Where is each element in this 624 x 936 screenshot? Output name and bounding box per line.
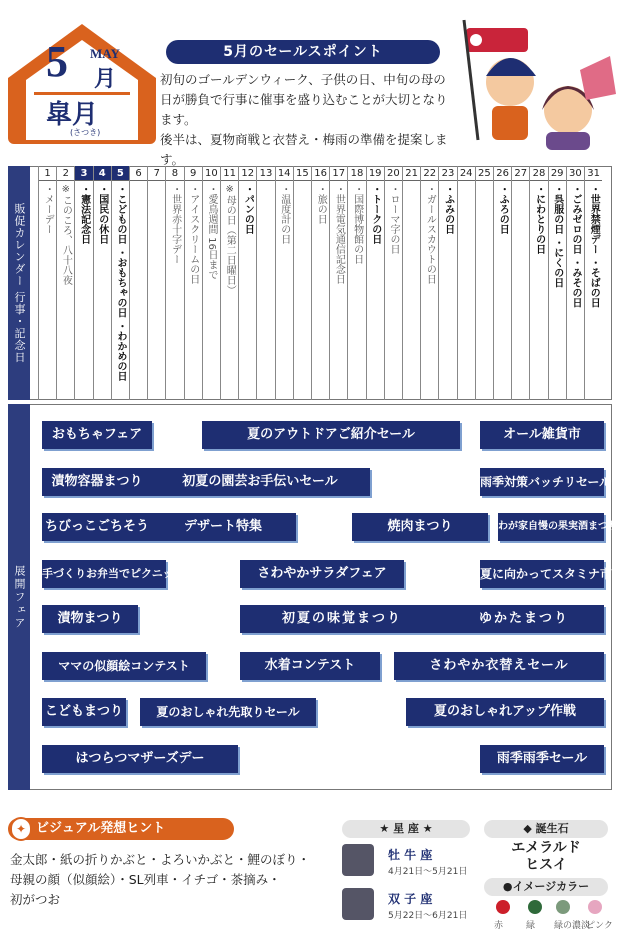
calendar-day-number: 20 [385, 166, 402, 181]
calendar-day-event: ・世界禁煙デー ・そばの日 [588, 184, 600, 308]
calendar-day-column [275, 166, 293, 400]
calendar-day-column [529, 166, 547, 400]
calendar-day-event: ・ふろの日 [497, 184, 509, 234]
calendar-day-number: 24 [458, 166, 475, 181]
calendar-day-number: 7 [148, 166, 165, 181]
calendar-day-column [238, 166, 256, 400]
fair-item: 手づくりお弁当でピクニック [42, 560, 166, 588]
calendar-day-number: 14 [276, 166, 293, 181]
calendar-day-event: ・こどもの日 ・おもちゃの日 ・わかめの日 [114, 184, 126, 381]
color-swatch [496, 900, 510, 914]
calendar-day-event: ・呉服の日 ・にくの日 [551, 184, 563, 288]
seiza-dates: 4月21日〜5月21日 [388, 867, 468, 877]
calendar-day-number: 26 [494, 166, 511, 181]
calendar-day-column [438, 166, 456, 400]
carnation-icon [580, 56, 616, 100]
fair-item: 夏のおしゃれアップ作戦 [406, 698, 604, 726]
image-color-heading: ●イメージカラー [484, 878, 608, 896]
calendar-day-number: 3 [75, 166, 92, 181]
month-badge [8, 24, 156, 144]
fair-item: ちびっこごちそう [42, 513, 152, 541]
calendar-day-event: ・愛鳥週間 16日まで [205, 184, 217, 280]
birthstone-heading: ◆ 誕生石 [484, 820, 608, 838]
fair-item: おもちゃフェア [42, 421, 152, 449]
calendar-day-event: ・世界赤十字デー [169, 184, 181, 264]
calendar-day-number: 13 [257, 166, 274, 181]
fair-item: わが家自慢の果実酒まつり [498, 513, 604, 541]
seiza-dates: 5月22日〜6月21日 [388, 911, 468, 921]
color-swatch-label: 緑の濃淡 [554, 921, 591, 931]
calendar-day-event: ・にわとりの日 [533, 184, 545, 254]
color-swatch [556, 900, 570, 914]
fair-item: 焼肉まつり [352, 513, 488, 541]
calendar-day-column [129, 166, 147, 400]
calendar-day-column [111, 166, 129, 400]
calendar-day-column [311, 166, 329, 400]
seiza-name: 双 子 座 [388, 892, 433, 906]
calendar-day-number: 21 [403, 166, 420, 181]
calendar-day-column [74, 166, 92, 400]
calendar-label: 販促カレンダー 行事・記念日 [8, 166, 30, 400]
calendar-day-number: 8 [166, 166, 183, 181]
calendar-day-event: ・パンの日 [242, 184, 254, 234]
badge-month-number: 5 [46, 37, 68, 86]
calendar-day-number: 18 [348, 166, 365, 181]
calendar-day-column [475, 166, 493, 400]
calendar-day-column [457, 166, 475, 400]
badge-satsuki: 皐月 [46, 100, 99, 130]
fair-item: オール雑貨市 [480, 421, 604, 449]
calendar-day-number: 11 [221, 166, 238, 181]
calendar-day-number: 16 [312, 166, 329, 181]
calendar-day-event: ・憲法記念日 [78, 184, 90, 244]
fair-item: 夏のおしゃれ先取りセール [140, 698, 316, 726]
calendar-day-column [93, 166, 111, 400]
boy-body-icon [492, 106, 528, 140]
fair-label: 展開フェア [8, 404, 30, 790]
calendar-day-number: 10 [203, 166, 220, 181]
calendar-day-column [493, 166, 511, 400]
calendar-day-event: ・ふみの日 [442, 184, 454, 234]
calendar-day-number: 25 [476, 166, 493, 181]
calendar-day-number: 12 [239, 166, 256, 181]
calendar-day-column [402, 166, 420, 400]
calendar-day-column [511, 166, 529, 400]
calendar-day-column [384, 166, 402, 400]
calendar-day-event: ・アイスクリームの日 [187, 184, 199, 284]
birthstone-name: ヒスイ [525, 857, 567, 873]
calendar-day-column [566, 166, 584, 400]
visual-hint-title: ビジュアル発想ヒント [8, 818, 234, 840]
color-swatch [588, 900, 602, 914]
fair-item: 雨季対策バッチリセール [480, 468, 604, 496]
calendar-day-column [584, 166, 602, 400]
calendar-day-number: 31 [585, 166, 602, 181]
fair-item: はつらつマザーズデー [42, 745, 238, 773]
calendar-day-column [202, 166, 220, 400]
fair-item: 水着コンテスト [240, 652, 380, 680]
calendar-day-event: ・国際博物館の日 [351, 184, 363, 264]
calendar-day-number: 19 [367, 166, 384, 181]
badge-month-en: MAY [90, 46, 120, 61]
fair-item: 漬物まつり [42, 605, 138, 633]
calendar-day-event: ・ローマ字の日 [387, 184, 399, 254]
fair-item: ママの似顔絵コンテスト [42, 652, 206, 680]
calendar-day-number: 9 [185, 166, 202, 181]
calendar-day-number: 23 [439, 166, 456, 181]
badge-reading: (さつき) [70, 128, 101, 137]
calendar-day-number: 2 [57, 166, 74, 181]
fair-item: 漬物容器まつり [42, 468, 152, 496]
calendar-day-number: 1 [39, 166, 56, 181]
children-illustration [450, 10, 618, 150]
calendar-day-column [293, 166, 311, 400]
seiza-name: 牡 牛 座 [388, 848, 433, 862]
hint-line: 母親の顔（似顔絵）・SL列車・イチゴ・茶摘み・ [10, 872, 281, 887]
calendar-day-column [38, 166, 56, 400]
fair-item: 夏に向かってスタミナ市 [480, 560, 604, 588]
lightbulb-icon: ✦ [10, 817, 32, 841]
sales-point-line: 後半は、夏物商戦と衣替え・梅雨の準備を提案します。 [160, 132, 448, 167]
calendar-day-column [329, 166, 347, 400]
calendar-day-event: ・旅の日 [315, 184, 327, 224]
calendar-day-column [56, 166, 74, 400]
calendar-day-event: ・世界電気通信記念日 [333, 184, 345, 284]
calendar-day-number: 28 [530, 166, 547, 181]
calendar-day-number: 5 [112, 166, 129, 181]
calendar-day-number: 30 [567, 166, 584, 181]
mother-body-icon [546, 132, 590, 150]
calendar-day-column [548, 166, 566, 400]
gemini-icon [342, 888, 374, 920]
sales-point-line: ます。 [160, 112, 197, 127]
visual-hint-text [10, 850, 320, 910]
sales-point-line: 初旬のゴールデンウィーク、子供の日、中旬の母の [160, 72, 446, 87]
color-swatch-label: 緑 [526, 921, 536, 931]
hint-line: 金太郎・紙の折りかぶと・よろいかぶと・鯉のぼり・ [10, 852, 311, 867]
calendar-day-event: ※母の日（第二日曜日） [224, 184, 236, 295]
sales-point-title: 5月のセールスポイント [166, 40, 440, 64]
calendar-day-number: 15 [294, 166, 311, 181]
birthstone-name: エメラルド [511, 840, 581, 856]
calendar-day-column [147, 166, 165, 400]
calendar-day-event: ・国民の休日 [96, 184, 108, 244]
fair-item: 夏のアウトドアご紹介セール [202, 421, 460, 449]
fair-item: 初夏の園芸お手伝いセール [150, 468, 370, 496]
sales-point-line: 日が勝負で行事に催事を盛り込むことが大切となり [160, 92, 448, 107]
badge-month-kanji: 月 [94, 67, 117, 92]
calendar-day-event: ・温度計の日 [278, 184, 290, 244]
calendar-day-column [165, 166, 183, 400]
fair-item: ゆかたまつり [444, 605, 604, 633]
calendar-day-event: ・トークの日 [369, 184, 381, 244]
fair-item: 初夏の味覚まつり [240, 605, 444, 633]
calendar-day-event: ※このころ、八十八夜 [60, 184, 72, 285]
calendar-day-event: ・ごみゼロの日 ・みその日 [569, 184, 581, 308]
color-swatch-label: ピンク [586, 921, 613, 931]
calendar-day-number: 22 [421, 166, 438, 181]
fair-item: デザート特集 [150, 513, 296, 541]
fair-item: こどもまつり [42, 698, 126, 726]
calendar-day-column [220, 166, 238, 400]
koinobori-eye-icon [470, 34, 482, 46]
calendar-day-event: ・ガールスカウトの日 [424, 184, 436, 284]
calendar-day-column [347, 166, 365, 400]
calendar-day-column [420, 166, 438, 400]
color-swatch-label: 赤 [494, 921, 504, 931]
calendar-day-number: 6 [130, 166, 147, 181]
hint-line: 初がつお [10, 892, 61, 907]
sales-point-text [160, 70, 460, 170]
calendar-day-number: 27 [512, 166, 529, 181]
calendar-day-column [184, 166, 202, 400]
fair-item: 雨季雨季セール [480, 745, 604, 773]
calendar-day-event: ・メーデー [42, 184, 54, 234]
fair-item: さわやか衣替えセール [394, 652, 604, 680]
calendar-day-column [256, 166, 274, 400]
calendar-day-number: 17 [330, 166, 347, 181]
seiza-heading: ★ 星 座 ★ [342, 820, 470, 838]
calendar-day-number: 4 [94, 166, 111, 181]
taurus-icon [342, 844, 374, 876]
calendar-day-number: 29 [549, 166, 566, 181]
color-swatch [528, 900, 542, 914]
birthstone-names [484, 840, 608, 874]
calendar-day-column [366, 166, 384, 400]
fair-area [30, 404, 618, 790]
fair-item: さわやかサラダフェア [240, 560, 404, 588]
